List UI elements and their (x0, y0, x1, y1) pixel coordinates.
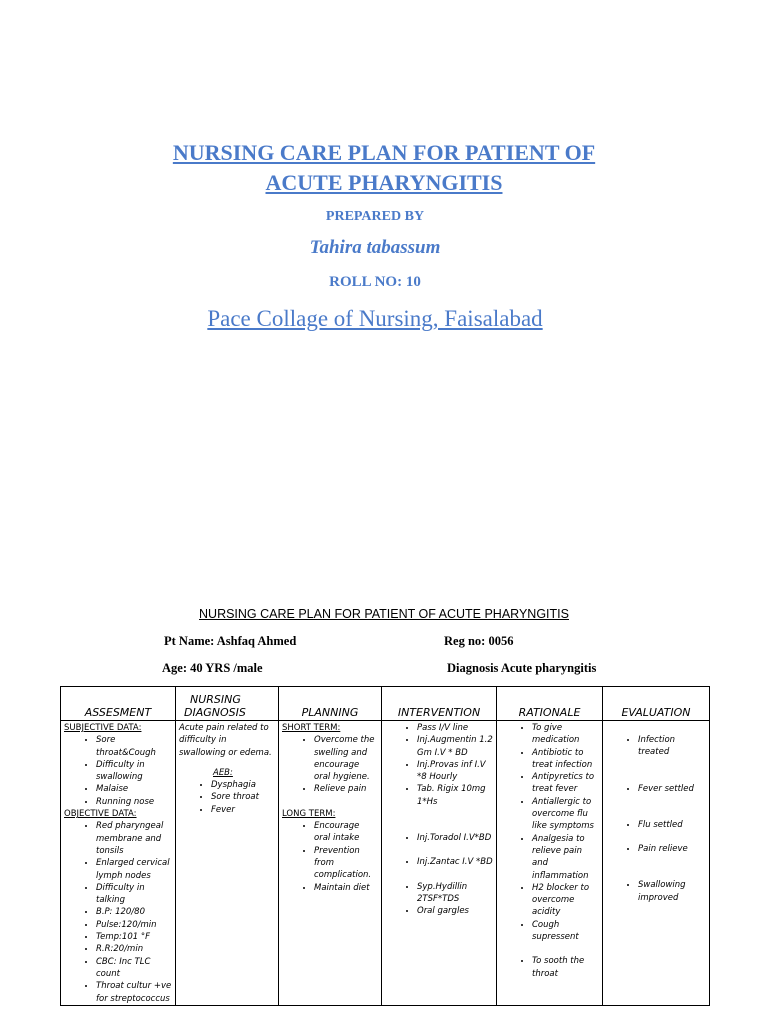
aeb-list (179, 779, 275, 816)
list-item: • Infection treated (638, 734, 706, 759)
list-item: • Sore throat (211, 791, 275, 803)
list-item: • Overcome the swelling and encourage oral hygiene. (314, 734, 378, 783)
table-header-row (61, 687, 710, 721)
diagnosis-cell (176, 721, 279, 1006)
objective-list (64, 820, 172, 1004)
cover-title-line2: ACUTE PHARYNGITIS (265, 170, 503, 195)
list-item: • Inj.Provas inf I.V *8 Hourly (417, 759, 493, 784)
list-item: • Inj.Toradol I.V*BD (417, 832, 493, 844)
list-item: • Difficulty in talking (96, 882, 172, 907)
header-rationale: RATIONALE (497, 687, 603, 721)
list-item: • Throat cultur +ve for streptococcus (96, 980, 172, 1005)
registration-number: Reg no: 0056 (444, 634, 514, 648)
list-item: • Pain relieve (638, 843, 706, 855)
aeb-label: AEB: (213, 767, 233, 778)
header-nursing-diagnosis (176, 687, 279, 721)
header-evaluation: EVALUATION (603, 687, 710, 721)
header-nursing-diagnosis-line1: NURSING (190, 693, 241, 706)
list-item: • To sooth the throat (532, 955, 599, 980)
list-item: • Encourage oral intake (314, 820, 378, 845)
list-item: • Difficulty in swallowing (96, 759, 172, 784)
list-item: • Sore throat&Cough (96, 734, 172, 759)
list-item: • CBC: Inc TLC count (96, 956, 172, 981)
evaluation-cell (603, 721, 710, 1006)
list-item: • Red pharyngeal membrane and tonsils (96, 820, 172, 857)
care-plan-table (60, 686, 710, 1006)
roll-number: ROLL NO: 10 (329, 274, 421, 290)
cover-title (0, 138, 768, 198)
list-item: • Relieve pain (314, 783, 378, 795)
intervention-cell (382, 721, 497, 1006)
subjective-list (64, 734, 172, 808)
list-item: • Prevention from complication. (314, 845, 378, 882)
rationale-cell (497, 721, 603, 1006)
list-item: • Syp.Hydillin 2TSF*TDS (417, 881, 493, 906)
care-plan-heading: NURSING CARE PLAN FOR PATIENT OF ACUTE PHARYNGITIS (199, 607, 569, 621)
planning-cell (279, 721, 382, 1006)
long-term-label: LONG TERM: (282, 808, 336, 819)
list-item: • Fever settled (638, 783, 706, 795)
rationale-list (500, 722, 599, 980)
list-item: • Antiallergic to overcome flu like symptoms (532, 796, 599, 833)
list-item: • Analgesia to relieve pain and inflammation (532, 833, 599, 882)
list-item: • Tab. Rigix 10mg 1*Hs (417, 783, 493, 808)
evaluation-list (606, 734, 706, 904)
list-item: • Cough supressent (532, 919, 599, 944)
list-item: • H2 blocker to overcome acidity (532, 882, 599, 919)
list-item: • Enlarged cervical lymph nodes (96, 857, 172, 882)
list-item: • Swallowing improved (638, 879, 706, 904)
list-item: • R.R:20/min (96, 943, 172, 955)
list-item: • Flu settled (638, 819, 706, 831)
long-term-list (282, 820, 378, 894)
header-planning: PLANNING (279, 687, 382, 721)
cover-title-line1: NURSING CARE PLAN FOR PATIENT OF (172, 140, 596, 165)
objective-data-label: OBJECTIVE DATA: (64, 809, 137, 820)
header-intervention: INTERVENTION (382, 687, 497, 721)
diagnosis-text: Acute pain related to difficulty in swallowing or edema. (179, 723, 272, 758)
subjective-data-label: SUBJECTIVE DATA: (64, 723, 142, 733)
list-item: • Antipyretics to treat fever (532, 771, 599, 796)
list-item: • Fever (211, 804, 275, 816)
patient-name: Pt Name: Ashfaq Ahmed (164, 634, 297, 648)
list-item: • Pulse:120/min (96, 919, 172, 931)
list-item: • B.P: 120/80 (96, 906, 172, 918)
list-item: • Running nose (96, 796, 172, 808)
list-item: • Pass I/V line (417, 722, 493, 734)
list-item: • Antibiotic to treat infection (532, 747, 599, 772)
college-name: Pace Collage of Nursing, Faisalabad (207, 306, 543, 331)
list-item: • Inj.Zantac I.V *BD (417, 856, 493, 868)
short-term-list (282, 734, 378, 795)
header-nursing-diagnosis-line2: DIAGNOSIS (184, 706, 246, 719)
table-row (61, 721, 710, 1006)
list-item: • Dysphagia (211, 779, 275, 791)
list-item: • Inj.Augmentin 1.2 Gm I.V * BD (417, 734, 493, 759)
short-term-label: SHORT TERM: (282, 723, 341, 733)
list-item: • Maintain diet (314, 882, 378, 894)
patient-age: Age: 40 YRS /male (162, 661, 263, 675)
assessment-cell (61, 721, 176, 1006)
list-item: • Malaise (96, 783, 172, 795)
list-item: • Oral gargles (417, 905, 493, 917)
list-item: • To give medication (532, 722, 599, 747)
prepared-by-label: PREPARED BY (325, 209, 425, 224)
patient-diagnosis: Diagnosis Acute pharyngitis (447, 661, 597, 675)
author-name: Tahira tabassum (309, 237, 441, 258)
list-item: • Temp:101 °F (96, 931, 172, 943)
intervention-list (385, 722, 493, 918)
header-assessment: ASSESMENT (61, 687, 176, 721)
